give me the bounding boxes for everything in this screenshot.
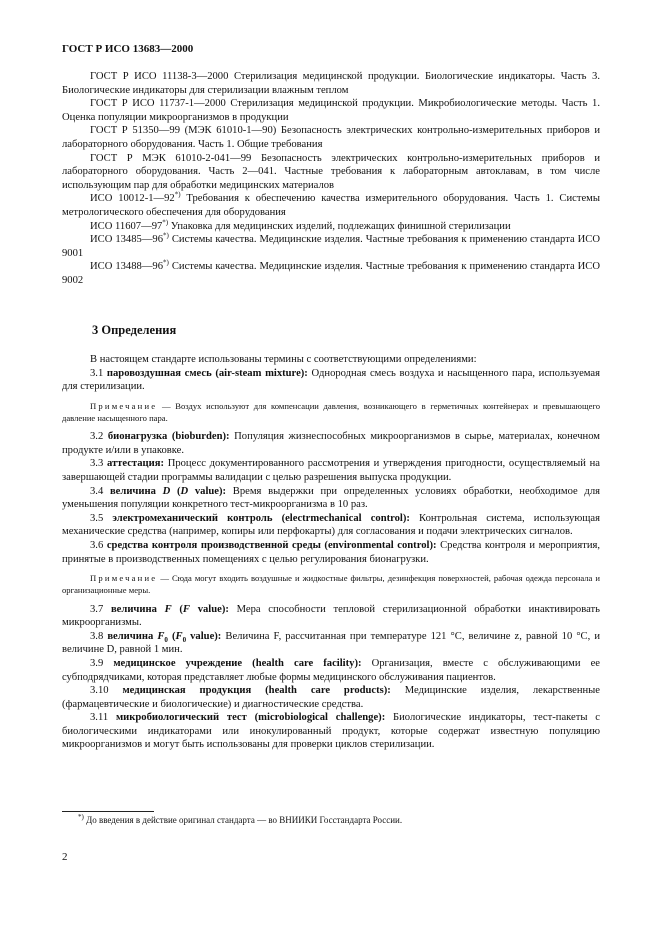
- reference-item: ИСО 13488—96*) Системы качества. Медицинские изделия. Частные требования к применению стандарта ИСО 9002: [62, 258, 600, 286]
- normative-references: [62, 70, 600, 288]
- reference-item: ИСО 11607—97*) Упаковка для медицинских изделий, подлежащих финишной стерилизации: [90, 218, 511, 232]
- intro-text: В настоящем стандарте использованы термины с соответствующими определениями:: [90, 354, 477, 365]
- definition-3-3: 3.3 аттестация: Процесс документированного рассмотрения и утверждения пригодности, осуществляемый на завершающей стадии программы валидации с целью разрешения выпуска продукции.: [62, 458, 601, 483]
- definition-3-1: 3.1 паровоздушная смесь (air-steam mixture): Однородная смесь воздуха и насыщенного пара, используемая для стерилизации.: [62, 367, 600, 393]
- definition-3-6: 3.6 средства контроля производственной среды (environmental control): Средства контроля и мероприятия, принятые в производственных помещениях с целью регулирования бионагрузки.: [62, 539, 601, 565]
- reference-item: ГОСТ Р 51350—99 (МЭК 61010-1—90) Безопасность электрических контрольно-измерительных приборов и лабораторного оборудования. Часть 1. Общие требования: [62, 125, 600, 150]
- definition-3-4: 3.4 величина D (D value): Время выдержки при определенных условиях обработки, необходимое для уменьшения популяции конкретного тест-микроорганизма в 10 раз.: [62, 485, 600, 511]
- reference-item: ГОСТ Р ИСО 11138-3—2000 Стерилизация медицинской продукции. Биологические индикаторы. Часть 3. Биологические индикаторы для стерилизации влажным теплом: [62, 71, 600, 96]
- definition-3-5: 3.5 электромеханический контроль (electrmechanical control): Контрольная система, использующая механические средства (например, копиры или перфокарты) для согласования и подачи электрических сигналов.: [62, 512, 600, 538]
- note-1: Примечание — Воздух используют для компенсации давления, возникающего в герметичных контейнерах и превышающего давление насыщенного пара.: [62, 400, 600, 423]
- definition-3-8: 3.8 величина $F_0$ ($F_0$ value): Величина F, рассчитанная при температуре 121 °С, величине z, равной 10 °С, и величине D, равной 1 мин.: [62, 630, 600, 656]
- page-number: 2: [62, 851, 68, 863]
- reference-item: ИСО 13485—96*) Системы качества. Медицинские изделия. Частные требования к применению стандарта ИСО 9001: [62, 231, 600, 259]
- section-title: 3 Определения: [92, 323, 177, 337]
- definition-3-7: 3.7 величина F (F value): Мера способности тепловой стерилизационной обработки инактивировать микроорганизмы.: [62, 603, 600, 629]
- footnote-divider: [62, 811, 154, 812]
- page-header: ГОСТ Р ИСО 13683—2000: [62, 43, 194, 55]
- definition-3-9: 3.9 медицинское учреждение (health care facility): Организация, вместе с обслуживающими ее субподрядчиками, которая представляет любые формы медицинского обслуживания пациентов.: [62, 657, 601, 683]
- definition-3-11: 3.11 микробиологический тест (microbiological challenge): Биологические индикаторы, тест-пакеты с биологическими индикаторами или инокулированный продукт, которые содержат известную популяцию микроорганизмов и могут быть использованы для проверки циклов стерилизации.: [62, 712, 600, 751]
- note-2: Примечание — Сюда могут входить воздушные и жидкостные фильтры, дезинфекция поверхностей, рабочая одежда персонала и организационные меры.: [62, 573, 600, 596]
- definition-3-10: 3.10 медицинская продукция (health care products): Медицинские изделия, лекарственные (фармацевтические и биологические) и диагностические средства.: [62, 685, 600, 710]
- footnote: *) До введения в действие оригинал стандарта — во ВНИИКИ Госстандарта России.: [78, 813, 403, 825]
- reference-item: ИСО 10012-1—92*) Требования к обеспечению качества измерительного оборудования. Часть 1. Системы метрологического обеспечения для оборудования: [62, 190, 600, 218]
- reference-item: ГОСТ Р ИСО 11737-1—2000 Стерилизация медицинской продукции. Микробиологические методы. Часть 1. Оценка популяции микроорганизмов в продукции: [62, 98, 600, 123]
- reference-item: ГОСТ Р МЭК 61010-2-041—99 Безопасность электрических контрольно-измерительных приборов и лабораторного оборудования. Часть 2—041. Частные требования к лабораторным автоклавам, в том числе использующим пар для обработки медицинских материалов: [62, 152, 600, 191]
- definition-3-2: 3.2 бионагрузка (bioburden): Популяция жизнеспособных микроорганизмов в сырье, материалах, конечном продукте и/или в упаковке.: [62, 431, 600, 456]
- definitions: [62, 353, 600, 752]
